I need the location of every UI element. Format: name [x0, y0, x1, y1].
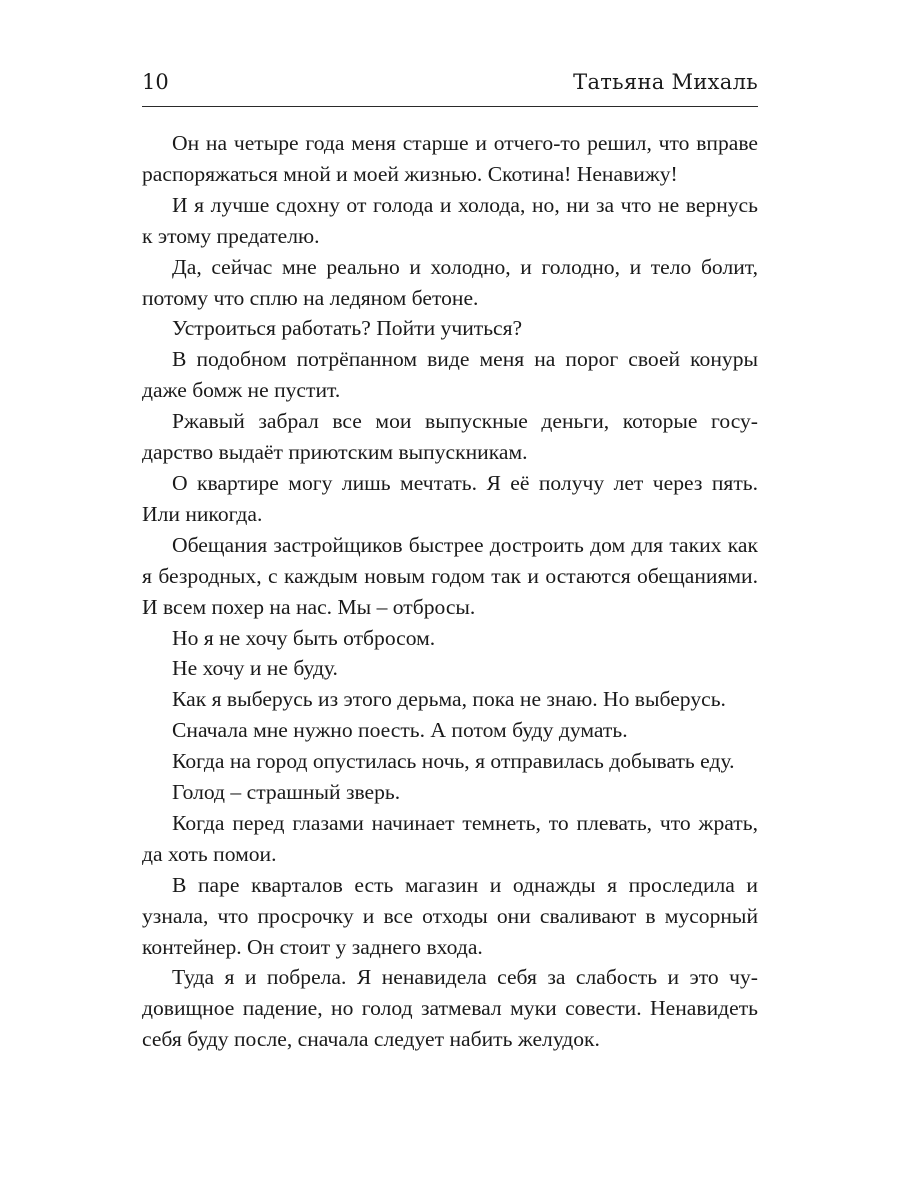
paragraph: Ржавый забрал все мои выпускные деньги, которые государство выдаёт приютским выпускникам. [142, 409, 758, 465]
paragraph: И я лучше сдохну от голода и холода, но, ни за что не вернусь к этому предателю. [142, 192, 758, 248]
paragraph: Сначала мне нужно поесть. А потом буду думать. [172, 718, 628, 743]
running-head-author: Татьяна Михаль [573, 70, 758, 94]
paragraph: Когда перед глазами начинает темнеть, то плевать, что жрать, да хоть помои. [142, 810, 758, 866]
paragraph: Не хочу и не буду. [172, 656, 338, 681]
paragraph: В паре кварталов есть магазин и однажды я проследила и узнала, что просрочку и все отходы они сваливают в мусорный контейнер. Он стоит у заднего входа. [142, 872, 758, 959]
paragraph: В подобном потрёпанном виде меня на порог своей конуры даже бомж не пустит. [142, 347, 758, 403]
paragraph: Да, сейчас мне реально и холодно, и голодно, и тело болит, потому что сплю на ледяном бетоне. [142, 254, 758, 310]
paragraph: Как я выберусь из этого дерьма, пока не знаю. Но выберусь. [172, 687, 726, 712]
paragraph: Устроиться работать? Пойти учиться? [172, 316, 523, 341]
paragraph: Туда я и побрела. Я ненавидела себя за слабость и это чудовищное падение, но голод затмевал муки совести. Ненавидеть себя буду после, сначала следует набить желудок. [142, 965, 758, 1052]
paragraph: Обещания застройщиков быстрее достроить дом для таких как я безродных, с каждым новым годом так и остаются обещаниями. И всем похер на нас. Мы – отбросы. [142, 532, 758, 619]
paragraph: Когда на город опустилась ночь, я отправилась добывать еду. [172, 749, 735, 774]
paragraph: О квартире могу лишь мечтать. Я её получу лет через пять. Или никогда. [142, 470, 758, 526]
paragraph: Он на четыре года меня старше и отчего-то решил, что вправе распоряжаться мной и моей жизнью. Скотина! Ненавижу! [142, 131, 758, 186]
page-header [142, 66, 758, 98]
paragraph: Но я не хочу быть отбросом. [172, 625, 436, 650]
page-number: 10 [142, 70, 169, 94]
paragraph: Голод – страшный зверь. [172, 780, 401, 805]
header-divider [142, 106, 758, 107]
body-text [142, 128, 758, 1055]
